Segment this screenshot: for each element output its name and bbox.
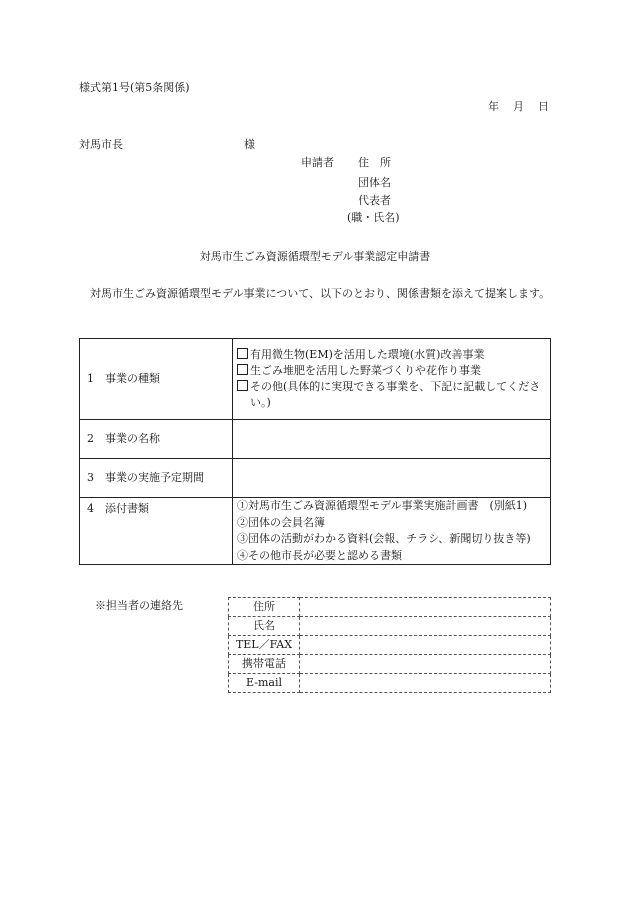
- attached-documents-list: [233, 498, 551, 565]
- addressee-name: 対馬市長: [79, 138, 123, 151]
- date-day-label: 日: [538, 100, 549, 113]
- checkbox-icon[interactable]: [237, 380, 248, 391]
- contact-email-field[interactable]: [300, 674, 551, 693]
- option-compost-vegetables[interactable]: 生ごみ堆肥を活用した野菜づくりや花作り事業: [237, 363, 546, 379]
- checkbox-icon[interactable]: [237, 348, 248, 359]
- document-item: ①対馬市生ごみ資源循環型モデル事業実施計画書 (別紙1): [237, 499, 528, 512]
- contact-label: ※担当者の連絡先: [95, 599, 183, 612]
- table-row: [229, 636, 551, 655]
- table-row: [80, 459, 551, 498]
- date-year-label: 年: [488, 100, 499, 113]
- applicant-representative-label: 代表者: [358, 194, 391, 207]
- document-item: ④その他市長が必要と認める書類: [237, 548, 402, 562]
- application-table: [79, 338, 551, 565]
- contact-field-label: E-mail: [229, 674, 300, 693]
- document-item: ③団体の活動がわかる資料(会報、チラシ、新聞切り抜き等): [237, 532, 531, 545]
- table-row: [80, 420, 551, 459]
- contact-field-label: 住所: [229, 598, 300, 617]
- row-label: 1 事業の種類: [80, 339, 233, 420]
- table-row: [80, 339, 551, 420]
- date-line: [488, 99, 549, 115]
- contact-tel-fax-field[interactable]: [300, 636, 551, 655]
- contact-field-label: TEL／FAX: [229, 636, 300, 655]
- body-paragraph: 対馬市生ごみ資源循環型モデル事業について、以下のとおり、関係書類を添えて提案します。: [90, 287, 551, 300]
- contact-table: [228, 597, 551, 693]
- option-other[interactable]: その他(具体的に実現できる事業を、下記に記載してください。): [237, 379, 546, 411]
- table-row: [229, 655, 551, 674]
- project-type-options: [233, 339, 551, 420]
- contact-field-label: 氏名: [229, 617, 300, 636]
- representative-note: (職・氏名): [347, 211, 400, 224]
- table-row: [80, 498, 551, 565]
- date-month-label: 月: [513, 100, 524, 113]
- row-label: 2 事業の名称: [80, 420, 233, 459]
- table-row: [229, 617, 551, 636]
- contact-name-field[interactable]: [300, 617, 551, 636]
- row-label: 4 添付書類: [80, 498, 233, 565]
- contact-field-label: 携帯電話: [229, 655, 300, 674]
- form-number: 様式第1号(第5条関係): [79, 81, 190, 94]
- checkbox-icon[interactable]: [237, 364, 248, 375]
- applicant-group-label: 団体名: [358, 176, 391, 189]
- project-period-field[interactable]: [233, 459, 551, 498]
- applicant-label: 申請者: [301, 156, 334, 169]
- table-row: [229, 598, 551, 617]
- addressee-honorific: 様: [244, 138, 255, 151]
- document-item: ②団体の会員名簿: [237, 515, 325, 529]
- applicant-address-label: 住 所: [358, 156, 391, 169]
- document-title: 対馬市生ごみ資源循環型モデル事業認定申請書: [199, 250, 431, 263]
- contact-address-field[interactable]: [300, 598, 551, 617]
- row-label: 3 事業の実施予定期間: [80, 459, 233, 498]
- table-row: [229, 674, 551, 693]
- project-name-field[interactable]: [233, 420, 551, 459]
- contact-mobile-field[interactable]: [300, 655, 551, 674]
- option-em-water[interactable]: 有用微生物(EM)を活用した環境(水質)改善事業: [237, 347, 546, 363]
